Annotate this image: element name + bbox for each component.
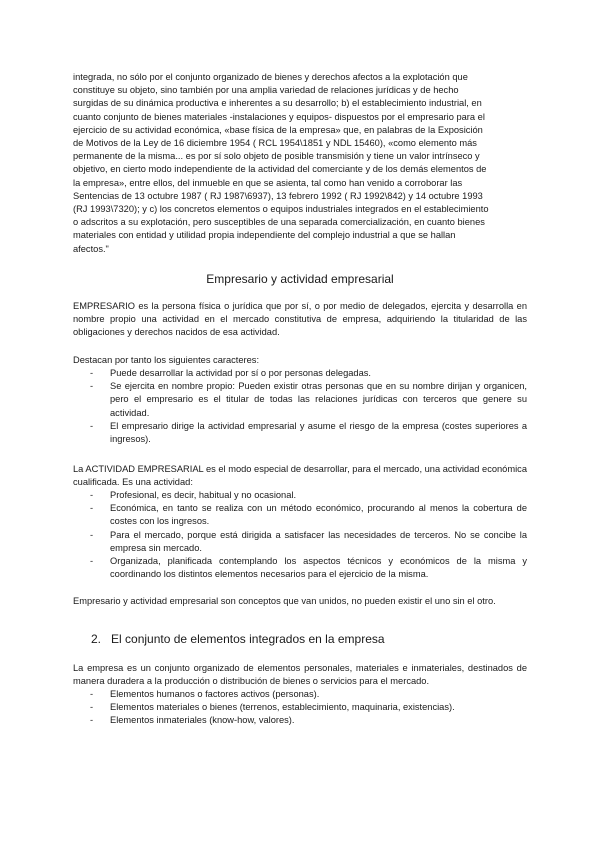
actividad-list <box>73 489 527 581</box>
empresario-definition: EMPRESARIO es la persona física o jurídica que por sí, o por medio de delegados, ejercita y desarrolla en nombre propio una actividad en el mercado constitutiva de empresa, adquiriendo la titularidad de las obligaciones y derechos nacidos de esa actividad. <box>73 301 527 338</box>
list-item: - Se ejercita en nombre propio: Pueden existir otras personas que en su nombre dirijan y organicen, pero el empresario es el titular de todas las relaciones jurídicas con terceros que genere su actividad. <box>90 381 527 418</box>
list-item: - Para el mercado, porque está dirigida a satisfacer las necesidades de terceros. No se concibe la empresa sin mercado. <box>90 529 527 553</box>
list-item: - Organizada, planificada contemplando los aspectos técnicos y económicos de la misma y coordinando los distintos elementos necesarios para el ejercicio de la misma. <box>90 556 527 580</box>
list-item: - Puede desarrollar la actividad por sí o por personas delegadas. <box>90 368 371 378</box>
list-item: - Elementos materiales o bienes (terrenos, establecimiento, maquinaria, existencias). <box>90 702 455 713</box>
concepts-paragraph: Empresario y actividad empresarial son conceptos que van unidos, no pueden existir el uno sin el otro. <box>73 596 496 606</box>
list-item: - Elementos inmateriales (know-how, valores). <box>90 715 295 726</box>
caracteres-intro: Destacan por tanto los siguientes caracteres: <box>73 355 260 365</box>
list-item: - Económica, en tanto se realiza con un método económico, procurando al menos la cobertura de costes con los ingresos. <box>90 503 527 527</box>
actividad-definition: La ACTIVIDAD EMPRESARIAL es el modo especial de desarrollar, para el mercado, una actividad económica cualificada. Es una actividad: <box>73 464 527 488</box>
section-heading-empresario: Empresario y actividad empresarial <box>206 272 394 286</box>
section-heading-2: 2. El conjunto de elementos integrados en la empresa <box>91 632 385 646</box>
empresa-definition: La empresa es un conjunto organizado de elementos personales, materiales e inmateriales, destinados de manera duradera a la producción o distribución de bienes o servicios para el mercado. <box>73 663 527 687</box>
list-item: - Elementos humanos o factores activos (personas). <box>90 689 320 699</box>
quote-paragraph: integrada, no sólo por el conjunto organizado de bienes y derechos afectos a la explotación que constituye su objeto, sino también por una amplia variedad de relaciones jurídicas y de hecho surgidas de su dinámica productiva e inherentes a su desarrollo; b) el establecimiento industrial, en cuanto conjunto de bienes materiales -instalaciones y equipos- dispuestos por el empresario para el ejercicio de su actividad económica, «base física de la empresa» que, en palabras de la Exposición de Motivos de la Ley de 16 diciembre 1954 ( RCL 1954\1851 y NDL 15460), «como elemento más permanente de la misma... es por sí solo objeto de posible transmisión y tiene un valor intrínseco y objetivo, en cierto modo independiente de la actividad del comerciante y de los demás elementos de la empresa», entre ellos, del inmueble en que se asienta, tal como han venido a corroborar las Sentencias de 13 octubre 1987 ( RJ 1987\6937), 13 febrero 1992 ( RJ 1992\842) y 14 octubre 1993 (RJ 1993\7320); y c) los concretos elementos o equipos industriales integrados en el establecimiento o adscritos a su explotación, pero susceptibles de una separada comercialización, en cuanto bienes materiales con entidad y utilidad propia independiente del complejo industrial a que se hallan afectos." <box>73 72 489 254</box>
list-item: - El empresario dirige la actividad empresarial y asume el riesgo de la empresa (costes superiores a ingresos). <box>90 420 527 445</box>
elementos-list <box>73 688 527 728</box>
caracteres-list <box>73 367 527 446</box>
list-item: - Profesional, es decir, habitual y no ocasional. <box>90 490 297 500</box>
